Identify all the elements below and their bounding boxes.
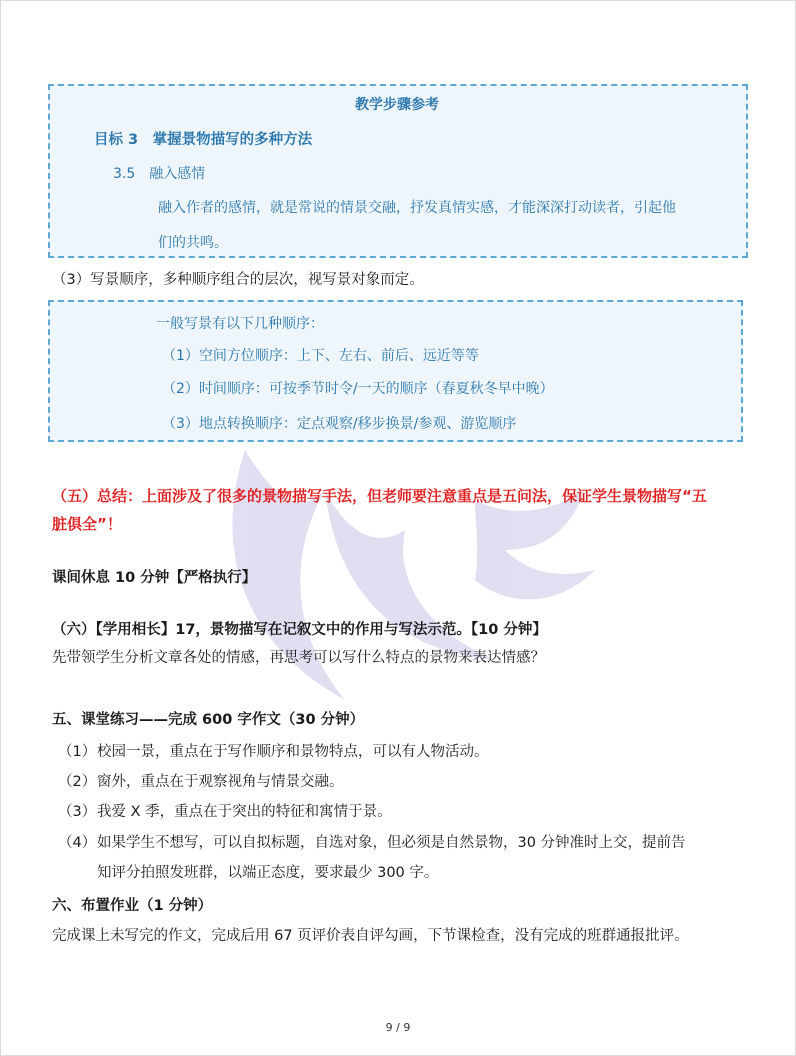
- practice-num: （3）: [58, 804, 97, 820]
- box-body-line1: 融入作者的感情，就是常说的情景交融，抒发真情实感，才能深深打动读者，引起他: [158, 200, 676, 216]
- summary-line2: 脏俱全”！: [52, 515, 122, 533]
- practice-item: 如果学生不想写，可以自拟标题，自选对象，但必须是自然景物，30 分钟准时上交，提前告: [97, 835, 686, 851]
- section-heading: 3.5 融入感情: [113, 166, 206, 182]
- break-notice: 课间休息 10 分钟【严格执行】: [52, 570, 257, 586]
- box-title: 教学步骤参考: [355, 97, 439, 113]
- page-number: 9 / 9: [385, 1021, 411, 1034]
- order-item: （1）空间方位顺序：上下、左右、前后、远近等等: [162, 348, 479, 364]
- practice-num: （1）: [58, 744, 97, 760]
- order-intro: 一般写景有以下几种顺序：: [156, 316, 324, 332]
- practice-num: （2）: [58, 774, 97, 790]
- goal-heading: 目标 3 掌握景物描写的多种方法: [94, 132, 313, 148]
- practice-num: （4）: [58, 835, 97, 851]
- practice-heading: 五、课堂练习——完成 600 字作文（30 分钟）: [52, 712, 365, 728]
- section-6-body: 先带领学生分析文章各处的情感，再思考可以写什么特点的景物来表达情感？: [52, 650, 545, 666]
- homework-body: 完成课上未写完的作文，完成后用 67 页评价表自评勾画，下节课检查，没有完成的班群通报批评。: [52, 928, 689, 944]
- practice-item: 我爱 X 季，重点在于突出的特征和寓情于景。: [97, 804, 392, 820]
- order-item: （3）地点转换顺序：定点观察/移步换景/参观、游览顺序: [162, 416, 517, 432]
- order-item: （2）时间顺序：可按季节时令/一天的顺序（春夏秋冬早中晚）: [162, 381, 554, 397]
- homework-heading: 六、布置作业（1 分钟）: [52, 898, 213, 914]
- practice-item-4-continued: 知评分拍照发班群，以端正态度，要求最少 300 字。: [97, 865, 439, 881]
- box-body-line2: 们的共鸣。: [158, 235, 228, 251]
- item-3-text: （3）写景顺序，多种顺序组合的层次，视写景对象而定。: [52, 272, 424, 288]
- practice-item: 窗外，重点在于观察视角与情景交融。: [97, 774, 344, 790]
- summary-line1: （五）总结：上面涉及了很多的景物描写手法，但老师要注意重点是五问法，保证学生景物描写“五: [52, 487, 707, 505]
- section-6-heading: （六）【学用相长】17，景物描写在记叙文中的作用与写法示范。【10 分钟】: [52, 622, 547, 638]
- practice-item: 校园一景，重点在于写作顺序和景物特点，可以有人物活动。: [97, 744, 489, 760]
